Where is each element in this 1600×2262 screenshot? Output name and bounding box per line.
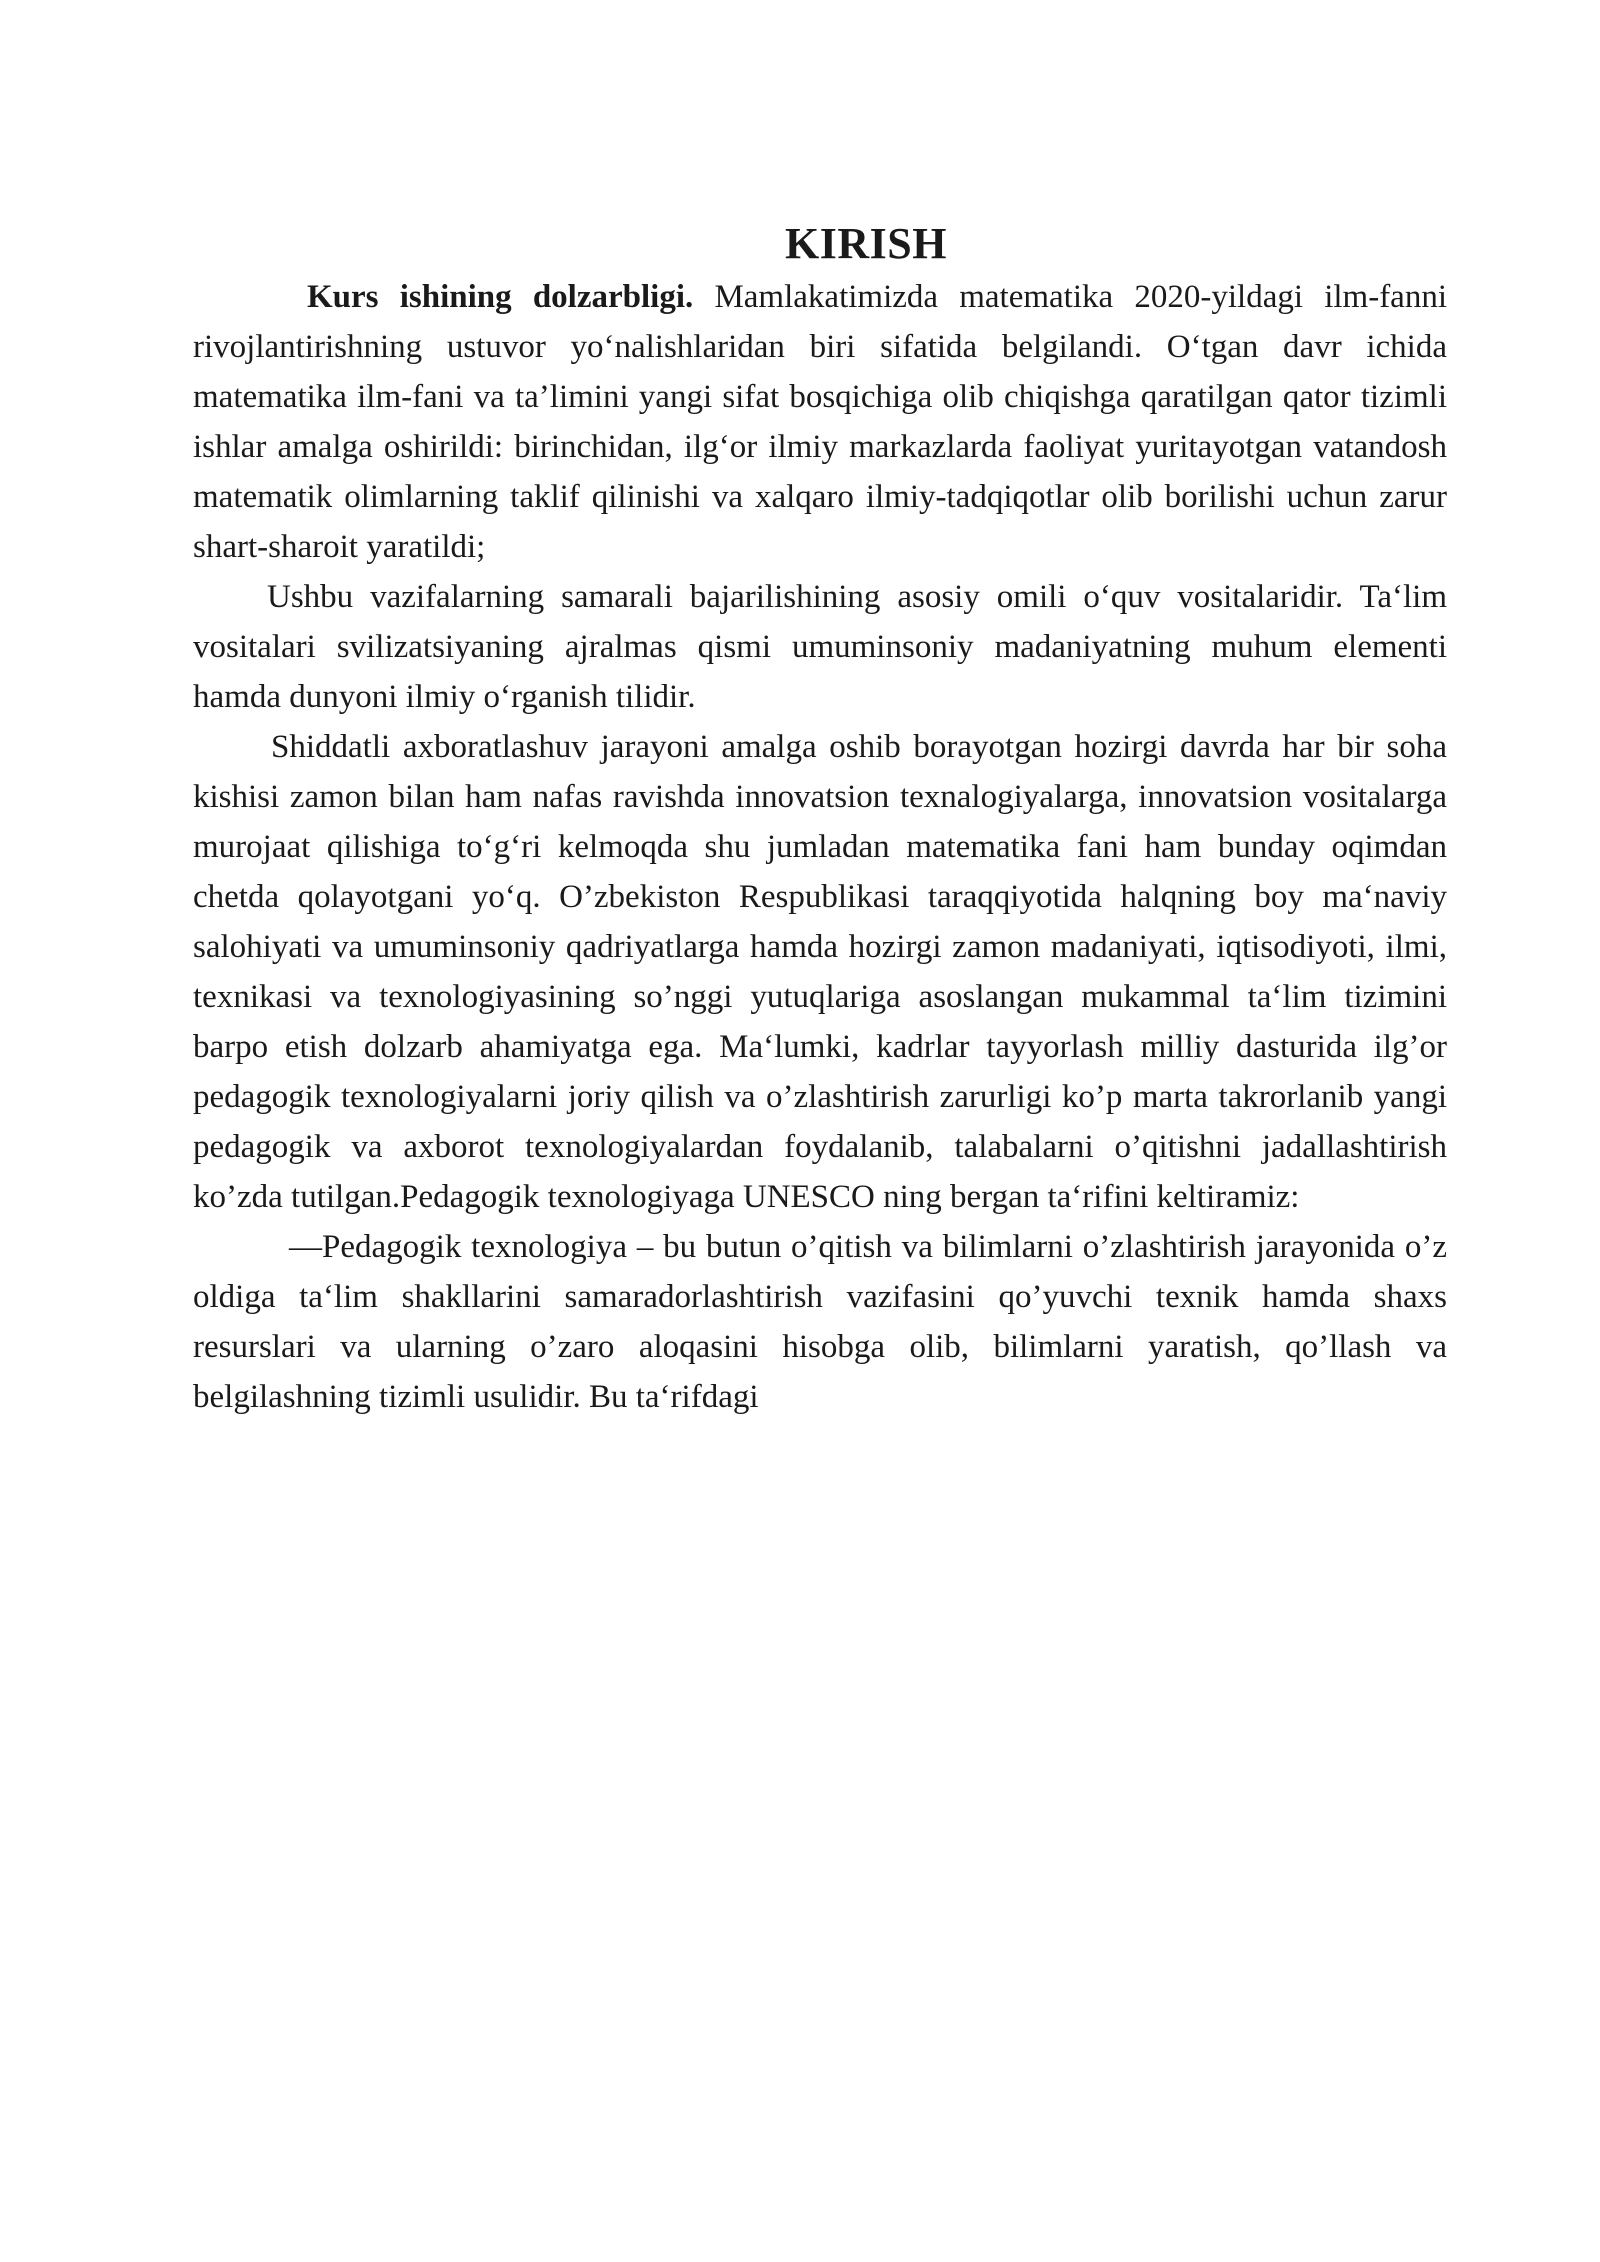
paragraph-relevance xyxy=(193,272,1497,572)
document-body xyxy=(193,216,1497,1422)
paragraph-text: Ushbu vazifalarning samarali bajarilishining asosiy omili o‘quv vositalaridir. Ta‘lim vositalari svilizatsiyaning ajralmas qismi umuminsoniy madaniyatning muhum elementi hamda dunyoni ilmiy o‘rganish tilidir. xyxy=(193,579,1447,715)
paragraph-text: Shiddatli axboratlashuv jarayoni amalga oshib borayotgan hozirgi davrda har bir soha kishisi zamon bilan ham nafas ravishda innovatsion texnalogiyalarga, innovatsion vositalarga murojaat qilishiga to‘g‘ri kelmoqda shu jumladan matematika fani ham bunday oqimdan chetda qolayotgani yo‘q. O’zbekiston Respublikasi taraqqiyotida halqning boy ma‘naviy salohiyati va umuminsoniy qadriyatlarga hamda hozirgi zamon madaniyati, iqtisodiyoti, ilmi, texnikasi va texnologiyasining so’nggi yutuqlariga asoslangan mukammal ta‘lim tizimini barpo etish dolzarb ahamiyatga ega. Ma‘lumki, kadrlar tayyorlash milliy dasturida ilg’or pedagogik texnologiyalarni joriy qilish va o’zlashtirish zarurligi ko’p marta takrorlanib yangi pedagogik va axborot texnologiyalardan foydalanib, talabalarni o’qitishni jadallashtirish ko’zda tutilgan.Pedagogik texnologiyaga UNESCO ning bergan ta‘rifini keltiramiz: xyxy=(193,729,1447,1215)
paragraph-tools xyxy=(193,572,1447,722)
paragraph-text: Mamlakatimizda matematika 2020-yildagi ilm-fanni rivojlantirishning ustuvor yo‘nalishlaridan biri sifatida belgilandi. O‘tgan davr ichida matematika ilm-fani va ta’limini yangi sifat bosqichiga olib chiqishga qaratilgan qator tizimli ishlar amalga oshirildi: birinchidan, ilg‘or ilmiy markazlarda faoliyat yuritayotgan vatandosh matematik olimlarning taklif qilinishi va xalqaro ilmiy-tadqiqotlar olib borilishi uchun zarur shart-sharoit yaratildi; xyxy=(193,279,1497,565)
paragraph-informatization xyxy=(193,722,1447,1222)
paragraph-lead: Kurs ishining dolzarbligi. xyxy=(307,279,694,315)
paragraph-text: ―Pedagogik texnologiya – bu butun o’qitish va bilimlarni o’zlashtirish jarayonida o’z oldiga ta‘lim shakllarini samaradorlashtirish vazifasini qo’yuvchi texnik hamda shaxs resurslari va ularning o’zaro aloqasini hisobga olib, bilimlarni yaratish, qo’llash va belgilashning tizimli usulidir. Bu ta‘rifdagi xyxy=(193,1229,1447,1415)
page-title: KIRISH xyxy=(785,219,947,268)
paragraph-definition xyxy=(193,1222,1447,1422)
